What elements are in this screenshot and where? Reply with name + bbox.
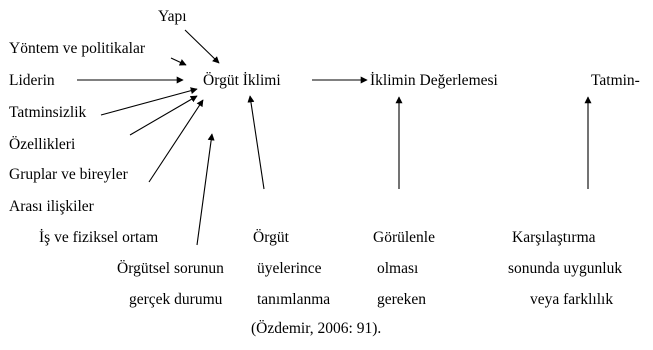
note-olmasi: olması (377, 260, 419, 277)
arrow-tatminsizlik (101, 89, 197, 115)
note-orgut: Örgüt (253, 229, 289, 246)
note-tanimlanma: tanımlanma (257, 291, 331, 308)
note-veya-farklilik: veya farklılık (530, 291, 614, 308)
label-iklimin-degerlemesi: İklimin Değerlemesi (370, 72, 498, 89)
note-gorulenle: Görülenle (373, 229, 435, 246)
arrow-is-ortam (197, 134, 212, 245)
note-gercek-durumu: gerçek durumu (129, 291, 223, 308)
note-uyelerince: üyelerince (257, 260, 322, 277)
note-orgutsel-sorunun: Örgütsel sorunun (117, 260, 224, 277)
arrow-yapi (185, 30, 219, 63)
label-gruplar-ve-bireyler: Gruplar ve bireyler (9, 166, 128, 183)
citation: (Özdemir, 2006: 91). (251, 320, 382, 337)
label-tatmin: Tatmin- (591, 72, 640, 89)
arrow-ozellikleri (130, 96, 197, 135)
arrow-orgut-uyelerince (250, 96, 264, 189)
label-arasi-iliskiler: Arası ilişkiler (9, 198, 94, 215)
note-karsilastirma: Karşılaştırma (512, 229, 596, 246)
label-tatminsizlik: Tatminsizlik (9, 104, 87, 121)
note-sonunda-uygunluk: sonunda uygunluk (508, 260, 623, 277)
label-ozellikleri: Özellikleri (9, 136, 76, 153)
note-gereken: gereken (377, 291, 427, 308)
label-yapi: Yapı (158, 8, 187, 25)
label-is-ve-fiziksel-ortam: İş ve fiziksel ortam (39, 229, 159, 246)
label-yontem-ve-politikalar: Yöntem ve politikalar (9, 40, 146, 57)
label-orgut-iklimi: Örgüt İklimi (203, 72, 281, 89)
arrow-gruplar (149, 100, 203, 182)
arrow-yontem (171, 58, 186, 65)
label-liderin: Liderin (9, 72, 55, 89)
